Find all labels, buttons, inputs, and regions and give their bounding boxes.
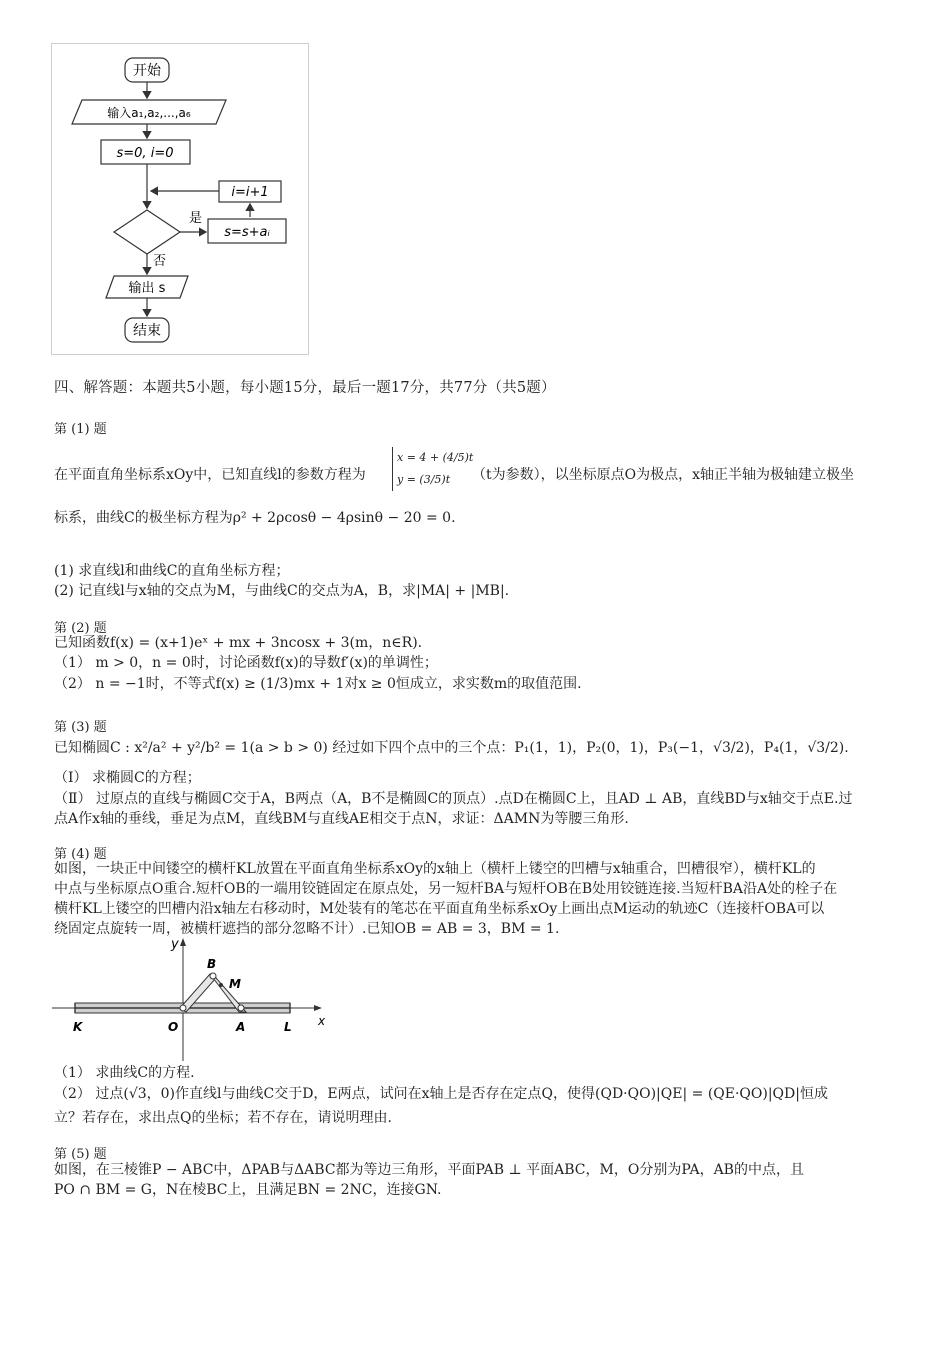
- end-label: 结束: [133, 323, 161, 339]
- q4-line1: 如图，一块正中间镂空的横杆KL放置在平面直角坐标系xOy的x轴上（横杆上镂空的凹槽与x轴重合，凹槽很窄），横杆KL的: [54, 861, 816, 877]
- q1-heading: 第 (1) 题: [54, 422, 107, 437]
- input-label: 输入a₁,a₂,...,a₆: [107, 106, 191, 120]
- no-label: 否: [153, 254, 167, 269]
- q4-line2: 中点与坐标原点O重合.短杆OB的一端用铰链固定在原点处，另一短杆BA与短杆OB在B处用铰链连接.当短杆BA沿A处的栓子在: [54, 881, 838, 897]
- output-label: 输出 s: [128, 281, 166, 296]
- q4-fig-L: L: [284, 1020, 292, 1034]
- q4-fig-O: O: [168, 1020, 179, 1034]
- q5-heading: 第 (5) 题: [54, 1147, 107, 1162]
- accumulate-label: s=s+aᵢ: [224, 225, 270, 240]
- q2-part1: （1） m > 0，n = 0时，讨论函数f(x)的导数f′(x)的单调性；: [54, 655, 438, 671]
- q4-figure-svg: [50, 936, 350, 1066]
- q1-line1: 在平面直角坐标系xOy中，已知直线l的参数方程为: [54, 467, 366, 483]
- q3-heading: 第 (3) 题: [54, 720, 107, 735]
- flowchart-figure: [51, 43, 309, 355]
- decision-node: [114, 210, 180, 254]
- q1-param-system: [392, 447, 473, 491]
- q4-part1: （1） 求曲线C的方程.: [54, 1065, 195, 1081]
- q3-part1: （Ⅰ） 求椭圆C的方程；: [54, 770, 201, 786]
- q4-fig-y: y: [171, 937, 179, 952]
- q2-part2: （2） n = −1时，不等式f(x) ≥ (1/3)mx + 1对x ≥ 0恒成立，求实数m的取值范围.: [54, 676, 582, 692]
- q1-part1: (1) 求直线l和曲线C的直角坐标方程；: [54, 563, 290, 579]
- flowchart-svg: [52, 44, 310, 356]
- q4-line4: 绕固定点旋转一周，被横杆遮挡的部分忽略不计）.已知OB = AB = 3，BM = 1.: [54, 921, 560, 937]
- q1-line1b: （t为参数），以坐标原点O为极点，x轴正半轴为极轴建立极坐: [472, 467, 854, 483]
- q1-param-x: x = 4 + (4/5)t: [397, 451, 474, 464]
- q4-part2b: 立？若存在，求出点Q的坐标；若不存在，请说明理由.: [54, 1110, 392, 1126]
- q3-line1: 已知椭圆C : x²/a² + y²/b² = 1(a > b > 0) 经过如下四个点中的三个点：P₁(1，1)，P₂(0，1)，P₃(−1，√3/2)，P₄(1，√3/2).: [54, 740, 849, 756]
- q3-part2b: 点A作x轴的垂线，垂足为点M，直线BM与直线AE相交于点N，求证：ΔAMN为等腰三角形.: [54, 811, 629, 827]
- section-title: 四、解答题：本题共5小题，每小题15分，最后一题17分，共77分（共5题）: [54, 380, 556, 396]
- q2-heading: 第 (2) 题: [54, 621, 107, 636]
- q4-fig-A: A: [236, 1020, 246, 1034]
- q1-line2: 标系，曲线C的极坐标方程为ρ² + 2ρcosθ − 4ρsinθ − 20 = 0.: [54, 510, 456, 526]
- start-label: 开始: [133, 63, 161, 79]
- q4-fig-x: x: [318, 1014, 326, 1028]
- q2-line1: 已知函数f(x) = (x+1)eˣ + mx + 3ncosx + 3(m，n∈R).: [54, 635, 423, 651]
- q4-fig-M: M: [229, 977, 241, 991]
- q4-heading: 第 (4) 题: [54, 847, 107, 862]
- yes-label: 是: [189, 211, 203, 226]
- init-label: s=0, i=0: [116, 146, 174, 161]
- q4-part2: （2） 过点(√3，0)作直线l与曲线C交于D，E两点，试问在x轴上是否存在定点Q，使得(QD·QO)|QE| = (QE·QO)|QD|恒成: [54, 1086, 828, 1102]
- q5-line1: 如图，在三棱锥P − ABC中，ΔPAB与ΔABC都为等边三角形，平面PAB ⊥ 平面ABC，M，O分别为PA，AB的中点，且: [54, 1162, 804, 1178]
- q4-line3: 横杆KL上镂空的凹槽内沿x轴左右移动时，M处装有的笔芯在平面直角坐标系xOy上画出点M运动的轨迹C（连接杆OBA可以: [54, 901, 825, 917]
- q3-part2: （Ⅱ） 过原点的直线与椭圆C交于A，B两点（A，B不是椭圆C的顶点）.点D在椭圆C上，且AD ⊥ AB，直线BD与x轴交于点E.过: [54, 791, 853, 807]
- increment-label: i=i+1: [231, 185, 269, 200]
- q1-param-y: y = (3/5)t: [397, 473, 451, 486]
- q4-figure: [50, 936, 350, 1066]
- q5-line2: PO ∩ BM = G，N在棱BC上，且满足BN = 2NC，连接GN.: [54, 1182, 442, 1198]
- q4-fig-B: B: [207, 957, 217, 971]
- q1-part2: (2) 记直线l与x轴的交点为M，与曲线C的交点为A，B，求|MA| + |MB|.: [54, 583, 510, 599]
- q4-fig-K: K: [73, 1020, 83, 1034]
